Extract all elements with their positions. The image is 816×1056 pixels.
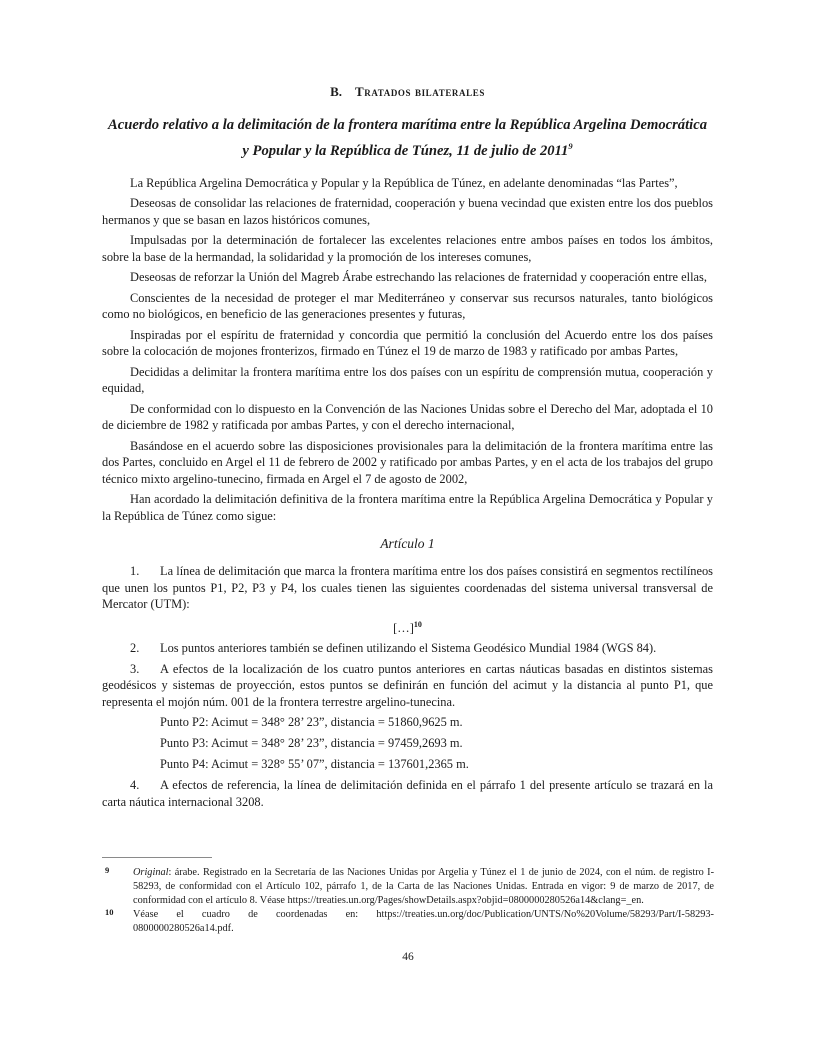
footnote-lead-italic: Original xyxy=(133,867,169,878)
paragraph-number: 2. xyxy=(130,641,140,656)
preamble-paragraph: Basándose en el acuerdo sobre las disposiciones provisionales para la delimitación de la frontera marítima entre las dos Partes, concluido en Argel el 11 de febrero de 2002 y ratificado por ambas Partes, y en el acta de los trabajos del grupo técnico mixto argelino-tunecino, firmada en Argel el 7 de agosto de 2002, xyxy=(102,438,713,486)
preamble-paragraph: La República Argelina Democrática y Popular y la República de Túnez, en adelante denominadas “las Partes”, xyxy=(130,175,678,190)
footnote-text: Original: árabe. Registrado en la Secretaría de las Naciones Unidas por Argelia y Túnez el 1 de junio de 2024, con el núm. de registro I-58293, de conformidad con el Artículo 102, párrafo 1, de la Carta de las Naciones Unidas. Entrada en vigor: 9 de marzo de 2017, de conformidad con el artículo 8. Véase https://treaties.un.org/Pages/showDetails.aspx?objid=0800000280526a14&clang=_en. xyxy=(133,867,714,906)
article-heading: Artículo 1 xyxy=(380,536,435,552)
article-paragraph xyxy=(102,563,713,613)
article-paragraph xyxy=(102,661,713,711)
paragraph-number: 1. xyxy=(130,564,140,579)
article-paragraph xyxy=(102,777,713,810)
preamble-paragraph: Han acordado la delimitación definitiva de la frontera marítima entre la República Argelina Democrática y Popular y la República de Túnez como sigue: xyxy=(102,492,713,523)
preamble-paragraph: Deseosas de reforzar la Unión del Magreb Árabe estrechando las relaciones de fraternidad y cooperación entre ellas, xyxy=(130,270,707,285)
section-letter: B. xyxy=(330,84,342,99)
page-number: 46 xyxy=(402,951,414,963)
footnotes-section xyxy=(102,857,714,937)
omitted-table-placeholder xyxy=(102,617,713,637)
title-footnote-ref: 9 xyxy=(568,141,573,151)
paragraph-text: A efectos de la localización de los cuatro puntos anteriores en cartas náuticas basadas en distintos sistemas geodésicos y sistemas de proyección, estos puntos se definirán en función del acimut y la distancia al punto P1, que representa el mojón núm. 001 de la frontera terrestre argelino-tunecina. xyxy=(102,661,713,709)
preamble-paragraph: Deseosas de consolidar las relaciones de fraternidad, cooperación y buena vecindad que existen entre los dos pueblos hermanos y que se basan en lazos históricos comunes, xyxy=(102,196,713,227)
coordinate-line: Punto P3: Acimut = 348° 28’ 23”, distancia = 97459,2693 m. xyxy=(160,736,463,751)
treaty-title xyxy=(108,115,707,162)
section-title: Tratados bilaterales xyxy=(354,84,485,99)
page-content xyxy=(102,84,713,814)
footnote-marker: 10 xyxy=(105,907,114,918)
footnote-marker: 9 xyxy=(105,865,110,875)
preamble-paragraph: Decididas a delimitar la frontera marítima entre los dos países con un espíritu de comprensión mutua, cooperación y equidad, xyxy=(102,364,713,396)
treaty-title-text: Acuerdo relativo a la delimitación de la frontera marítima entre la República Argelina Democrática y Popular y la República de Túnez, 11 de julio de 2011 xyxy=(108,117,707,159)
preamble-paragraph: De conformidad con lo dispuesto en la Convención de las Naciones Unidas sobre el Derecho del Mar, adoptada el 10 de diciembre de 1982 y ratificada por ambas Partes, y con el derecho internacional, xyxy=(102,401,713,433)
footnote xyxy=(102,908,714,936)
ellipsis-footnote-ref: 10 xyxy=(413,619,422,629)
preamble-paragraph: Inspiradas por el espíritu de fraternidad y concordia que permitió la conclusión del Acuerdo entre los dos países sobre la colocación de mojones fronterizos, firmado en Túnez el 19 de marzo de 1983 y ratificado por ambas Partes, xyxy=(102,327,713,359)
section-heading xyxy=(102,84,713,100)
paragraph-text: Los puntos anteriores también se definen utilizando el Sistema Geodésico Mundial 1984 (WGS 84). xyxy=(160,641,657,656)
coordinate-line: Punto P2: Acimut = 348° 28’ 23”, distancia = 51860,9625 m. xyxy=(160,715,463,730)
paragraph-number: 4. xyxy=(130,778,140,793)
footnote-separator xyxy=(102,857,212,858)
preamble-paragraph: Impulsadas por la determinación de fortalecer las excelentes relaciones entre ambos países en todos los ámbitos, sobre la base de la hermandad, la solidaridad y la promoción de los intereses comunes, xyxy=(102,233,713,264)
article-paragraph xyxy=(102,640,713,657)
paragraph-number: 3. xyxy=(130,661,140,676)
paragraph-text: La línea de delimitación que marca la frontera marítima entre los dos países consistirá en segmentos rectilíneos que unen los puntos P1, P2, P3 y P4, los cuales tienen las siguientes coordenadas del sistema universal transversal de Mercator (UTM): xyxy=(102,564,713,612)
coordinate-line: Punto P4: Acimut = 328° 55’ 07”, distancia = 137601,2365 m. xyxy=(160,757,469,772)
preamble-paragraph: Conscientes de la necesidad de proteger el mar Mediterráneo y conservar sus recursos naturales, tanto biológicos como no biológicos, en beneficio de las generaciones presentes y futuras, xyxy=(102,290,713,322)
footnote xyxy=(102,866,714,907)
ellipsis-text: […] xyxy=(393,620,414,635)
footnote-text: Véase el cuadro de coordenadas en: https://treaties.un.org/doc/Publication/UNTS/No%20Volume/58293/Part/I-58293-0800000280526a14.pdf. xyxy=(133,909,714,935)
paragraph-text: A efectos de referencia, la línea de delimitación definida en el párrafo 1 del presente artículo se trazará en la carta náutica internacional 3208. xyxy=(102,778,713,809)
